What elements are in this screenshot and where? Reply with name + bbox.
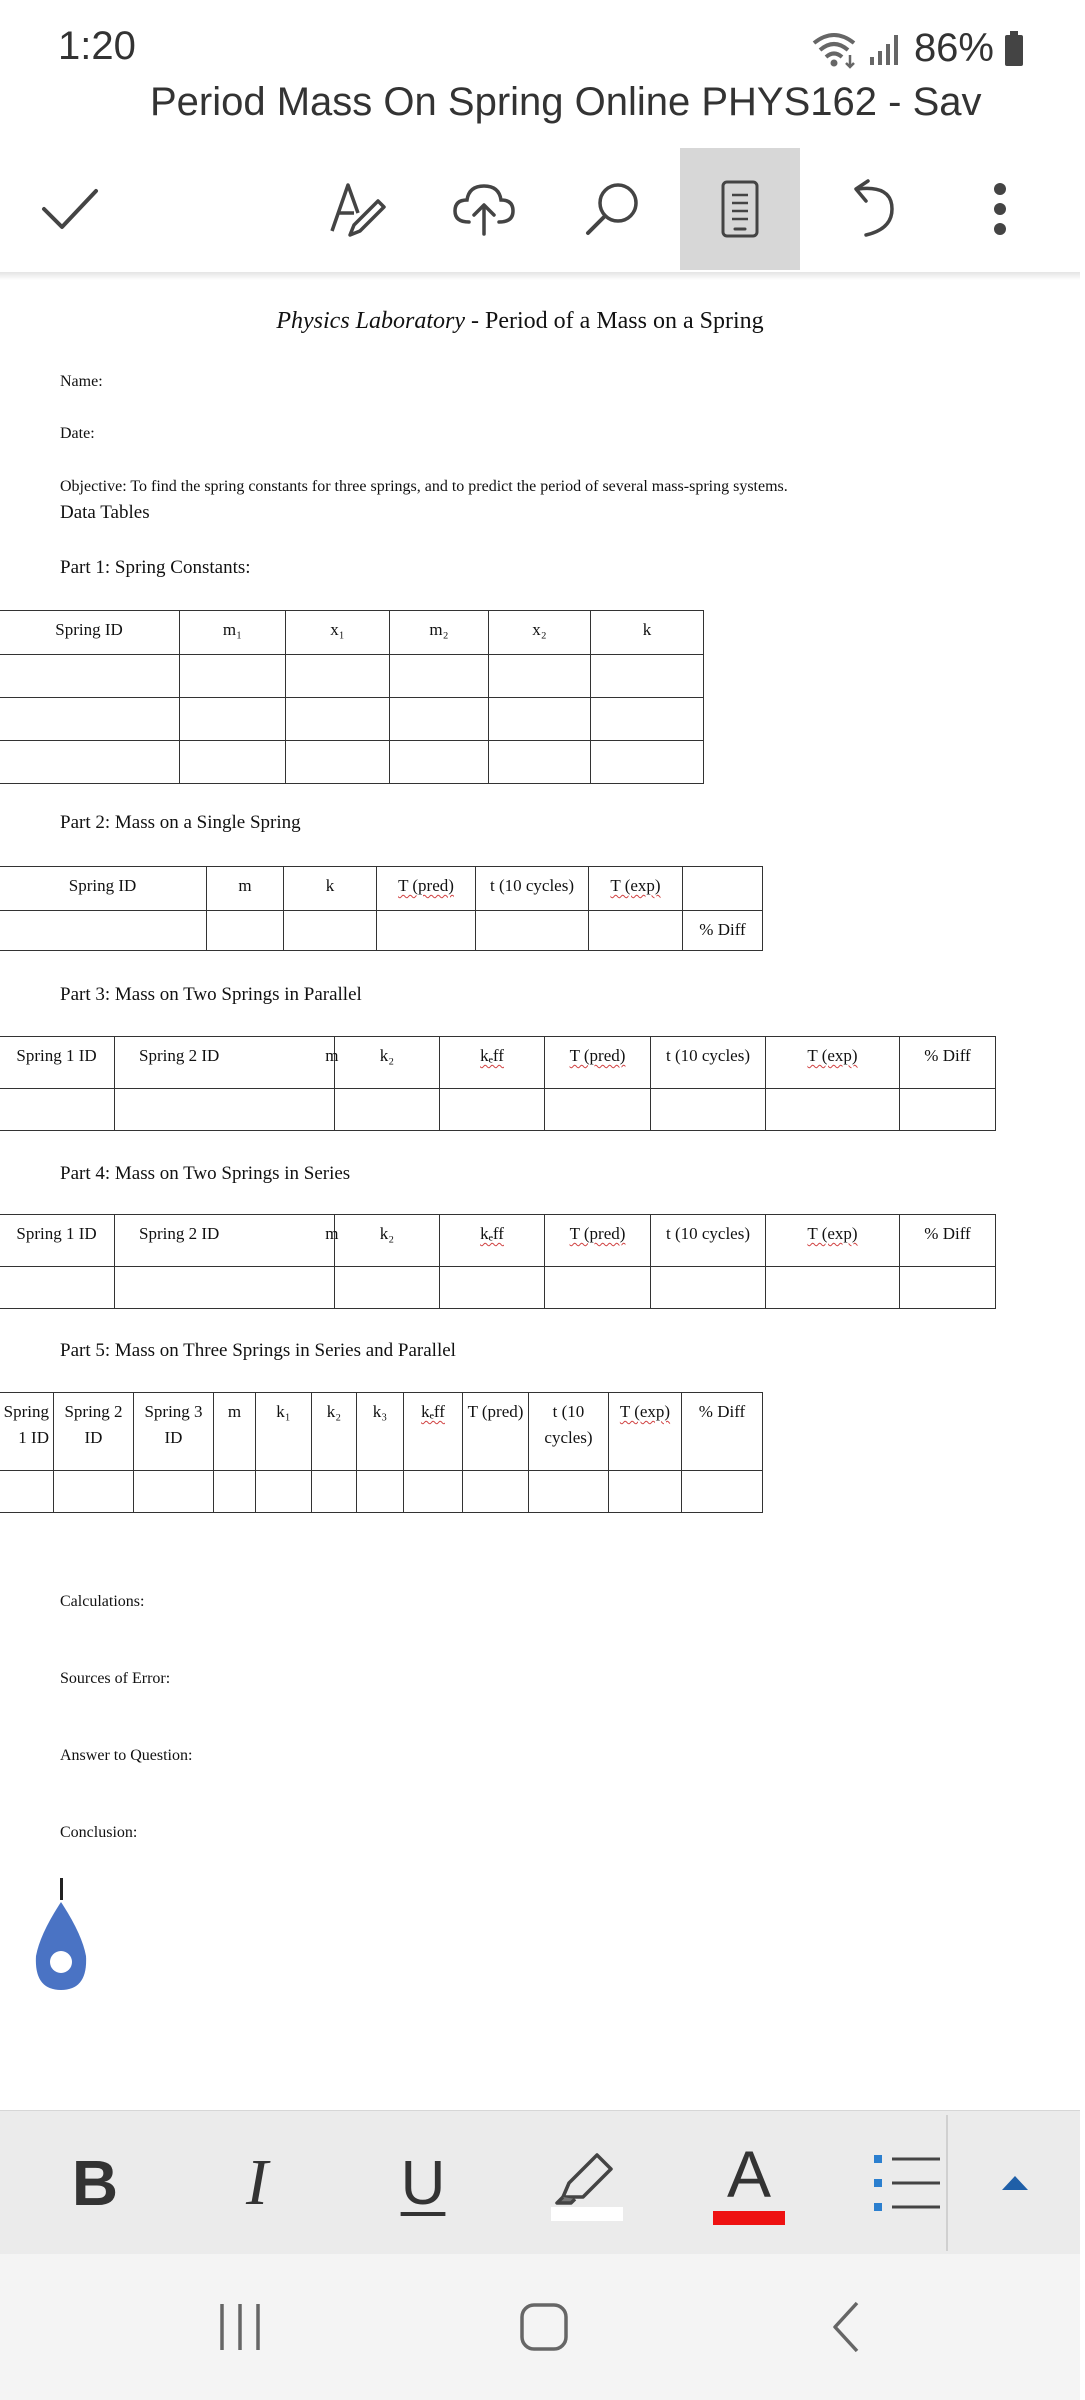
table-row (0, 698, 704, 741)
table-cell[interactable] (0, 698, 180, 741)
table-header-cell: t (10 cycles) (476, 867, 589, 911)
draw-pen-icon (328, 179, 388, 239)
conclusion-label: Conclusion: (60, 1824, 138, 1841)
format-toolbar (0, 2110, 1080, 2254)
done-button[interactable] (10, 148, 130, 270)
format-bar-divider (946, 2115, 948, 2251)
more-options-button[interactable] (940, 148, 1060, 270)
table-cell[interactable] (0, 1267, 115, 1309)
table-header-cell: k₁ (256, 1393, 312, 1471)
cursor-drop-handle-icon (32, 1900, 90, 1992)
system-nav-bar (0, 2254, 1080, 2400)
document-title: Period Mass On Spring Online PHYS162 - Sav (150, 80, 982, 124)
more-vert-icon (992, 182, 1008, 236)
table-cell[interactable] (591, 655, 704, 698)
italic-button[interactable] (210, 2111, 304, 2255)
table-header-cell: T (exp) (609, 1393, 682, 1471)
table-cell[interactable] (286, 655, 390, 698)
table-cell[interactable] (390, 741, 489, 784)
table-cell[interactable] (134, 1471, 214, 1513)
expand-format-button[interactable] (980, 2111, 1050, 2255)
table-cell[interactable] (489, 698, 591, 741)
table-header-cell: % Diff (900, 1215, 996, 1267)
table-header-cell: T (exp) (766, 1215, 900, 1267)
back-icon (831, 2301, 861, 2353)
table-cell[interactable] (651, 1089, 766, 1131)
table-header-cell: t (10 cycles) (651, 1037, 766, 1089)
table-header-cell (683, 867, 763, 911)
font-color-swatch (713, 2211, 785, 2225)
status-time: 1:20 (58, 24, 136, 68)
toolbar-shadow (0, 272, 1080, 280)
back-button[interactable] (766, 2254, 926, 2400)
table-header-cell: Spring 2 ID (54, 1393, 134, 1471)
part3-table (0, 1036, 1085, 1131)
table-header-cell: k₂ (312, 1393, 357, 1471)
lab-title (0, 308, 1040, 335)
highlighter-icon (549, 2145, 625, 2221)
table-header-cell: m₂ (390, 611, 489, 655)
table-header-cell: k (591, 611, 704, 655)
table-cell[interactable] (0, 911, 207, 951)
table-cell[interactable] (115, 1089, 335, 1131)
table-row (0, 1471, 763, 1513)
table-header-cell: Spring 1 ID (0, 1037, 115, 1089)
table-header-cell: Spring ID (0, 611, 180, 655)
table-cell[interactable] (284, 911, 377, 951)
table-cell[interactable] (529, 1471, 609, 1513)
bold-button[interactable] (48, 2111, 142, 2255)
part2-heading: Part 2: Mass on a Single Spring (60, 812, 301, 833)
table-header-cell: t (10 cycles) (651, 1215, 766, 1267)
table-cell[interactable] (312, 1471, 357, 1513)
battery-percent: 86% (913, 26, 994, 70)
status-icons (810, 26, 1024, 71)
text-cursor (60, 1878, 63, 1900)
recents-button[interactable] (160, 2254, 320, 2400)
table-header-cell: Spring 3 ID (134, 1393, 214, 1471)
cursor-handle[interactable] (32, 1900, 90, 1997)
table-cell[interactable] (115, 1267, 335, 1309)
calculations-label: Calculations: (60, 1593, 145, 1610)
search-icon (582, 179, 642, 239)
table-cell[interactable] (440, 1089, 545, 1131)
mobile-view-button[interactable] (680, 148, 800, 270)
table-cell[interactable] (404, 1471, 463, 1513)
table-header-text: Spring 2 ID (139, 1224, 220, 1243)
table-header-cell (115, 1215, 339, 1267)
table-header-cell: m (207, 867, 284, 911)
name-label: Name: (60, 373, 103, 390)
table-header-cell: m₁ (180, 611, 286, 655)
table-header-cell: x₂ (489, 611, 591, 655)
table-cell[interactable] (180, 741, 286, 784)
part1-heading: Part 1: Spring Constants: (60, 557, 251, 578)
table-cell[interactable] (489, 655, 591, 698)
bold-label: B (71, 2147, 119, 2219)
font-color-letter: A (726, 2137, 772, 2211)
table-row (0, 741, 704, 784)
objective-text: Objective: To find the spring constants for three springs, and to predict the period of several mass-spring systems. (60, 478, 788, 495)
table-cell[interactable] (609, 1471, 682, 1513)
table-row (0, 1089, 1085, 1131)
font-color-stack (713, 2137, 785, 2225)
table-row (0, 1267, 1085, 1309)
table-cell[interactable] (651, 1267, 766, 1309)
table-cell[interactable] (0, 1471, 54, 1513)
highlight-color-swatch (551, 2207, 623, 2221)
part1-table (0, 610, 704, 784)
table-cell[interactable] (589, 911, 683, 951)
table-header-cell: T (pred) (545, 1215, 651, 1267)
table-cell[interactable] (180, 655, 286, 698)
table-cell[interactable] (489, 741, 591, 784)
table-cell[interactable] (377, 911, 476, 951)
table-cell[interactable] (682, 1471, 763, 1513)
bullets-button[interactable] (866, 2111, 946, 2255)
table-header-cell: x₁ (286, 611, 390, 655)
table-cell[interactable] (463, 1471, 529, 1513)
table-cell[interactable] (766, 1089, 900, 1131)
font-color-button[interactable] (702, 2111, 796, 2255)
undo-icon (842, 179, 898, 239)
table-header-cell: % Diff (900, 1037, 996, 1089)
part5-table (0, 1392, 763, 1513)
table-cell[interactable] (256, 1471, 312, 1513)
app-toolbar (0, 148, 1080, 270)
table-header-text: m (325, 1224, 339, 1243)
home-icon (519, 2302, 569, 2352)
table-header-cell: T (pred) (463, 1393, 529, 1471)
cloud-upload-icon (451, 182, 517, 236)
document-canvas[interactable] (0, 280, 1080, 2110)
table-cell[interactable] (180, 698, 286, 741)
table-header-cell: k (284, 867, 377, 911)
table-cell[interactable] (476, 911, 589, 951)
table-row (0, 655, 704, 698)
table-cell[interactable] (440, 1267, 545, 1309)
table-cell[interactable] (545, 1089, 651, 1131)
underline-button[interactable] (376, 2111, 470, 2255)
table-cell[interactable] (545, 1267, 651, 1309)
battery-icon (1004, 31, 1024, 67)
table-cell[interactable] (207, 911, 284, 951)
table-header-cell: T (pred) (377, 867, 476, 911)
table-header-cell (115, 1037, 339, 1089)
table-header-cell: k₂ (335, 1215, 440, 1267)
table-header-cell: kₑff (404, 1393, 463, 1471)
check-icon (40, 187, 100, 231)
bullet-list-icon (872, 2151, 940, 2215)
table-cell[interactable] (286, 741, 390, 784)
table-cell[interactable] (390, 655, 489, 698)
table-header-cell: T (pred) (545, 1037, 651, 1089)
table-header-cell: Spring 1 ID (0, 1393, 54, 1471)
table-header-text: Spring 2 ID (139, 1046, 220, 1065)
table-cell[interactable] (54, 1471, 134, 1513)
table-cell[interactable] (335, 1089, 440, 1131)
table-cell[interactable] (900, 1267, 996, 1309)
table-cell[interactable] (0, 1089, 115, 1131)
save-cloud-button[interactable] (424, 148, 544, 270)
table-cell[interactable] (900, 1089, 996, 1131)
table-cell[interactable] (591, 698, 704, 741)
table-header-cell: % Diff (682, 1393, 763, 1471)
search-button[interactable] (552, 148, 672, 270)
table-header-cell: T (exp) (766, 1037, 900, 1089)
signal-icon (868, 31, 904, 67)
part4-table (0, 1214, 1085, 1309)
table-header-text: m (325, 1046, 339, 1065)
table-header-cell: t (10 cycles) (529, 1393, 609, 1471)
table-cell[interactable] (214, 1471, 256, 1513)
draw-button[interactable] (298, 148, 418, 270)
table-header-cell: kₑff (440, 1037, 545, 1089)
table-header-cell: Spring ID (0, 867, 207, 911)
lab-title-rest: - Period of a Mass on a Spring (465, 308, 764, 334)
table-cell[interactable] (335, 1267, 440, 1309)
answer-label: Answer to Question: (60, 1747, 193, 1764)
sources-of-error-label: Sources of Error: (60, 1670, 171, 1687)
highlight-button[interactable] (540, 2111, 634, 2255)
underline-label: U (400, 2148, 446, 2218)
wifi-icon (810, 29, 858, 69)
mobile-view-icon (720, 179, 760, 239)
table-cell[interactable] (766, 1267, 900, 1309)
home-button[interactable] (464, 2254, 624, 2400)
undo-button[interactable] (810, 148, 930, 270)
part3-heading: Part 3: Mass on Two Springs in Parallel (60, 984, 362, 1005)
percent-diff-cell[interactable]: % Diff (683, 911, 763, 951)
part2-table (0, 866, 763, 951)
part4-heading: Part 4: Mass on Two Springs in Series (60, 1163, 351, 1184)
table-header-cell: T (exp) (589, 867, 683, 911)
table-header-cell: Spring 1 ID (0, 1215, 115, 1267)
part5-heading: Part 5: Mass on Three Springs in Series and Parallel (60, 1340, 456, 1361)
table-header-cell: m (214, 1393, 256, 1471)
table-cell[interactable] (0, 741, 180, 784)
recents-icon (216, 2302, 264, 2352)
date-label: Date: (60, 425, 95, 442)
table-header-cell: kₑff (440, 1215, 545, 1267)
table-cell[interactable] (357, 1471, 404, 1513)
lab-title-italic: Physics Laboratory (276, 308, 466, 334)
table-cell[interactable] (591, 741, 704, 784)
table-cell[interactable] (0, 655, 180, 698)
data-tables-heading: Data Tables (60, 502, 150, 523)
table-header-cell: k₃ (357, 1393, 404, 1471)
table-cell[interactable] (286, 698, 390, 741)
italic-label: I (246, 2146, 268, 2219)
table-header-cell: k₂ (335, 1037, 440, 1089)
caret-up-icon (1000, 2174, 1030, 2192)
table-cell[interactable] (390, 698, 489, 741)
table-row (0, 911, 763, 951)
